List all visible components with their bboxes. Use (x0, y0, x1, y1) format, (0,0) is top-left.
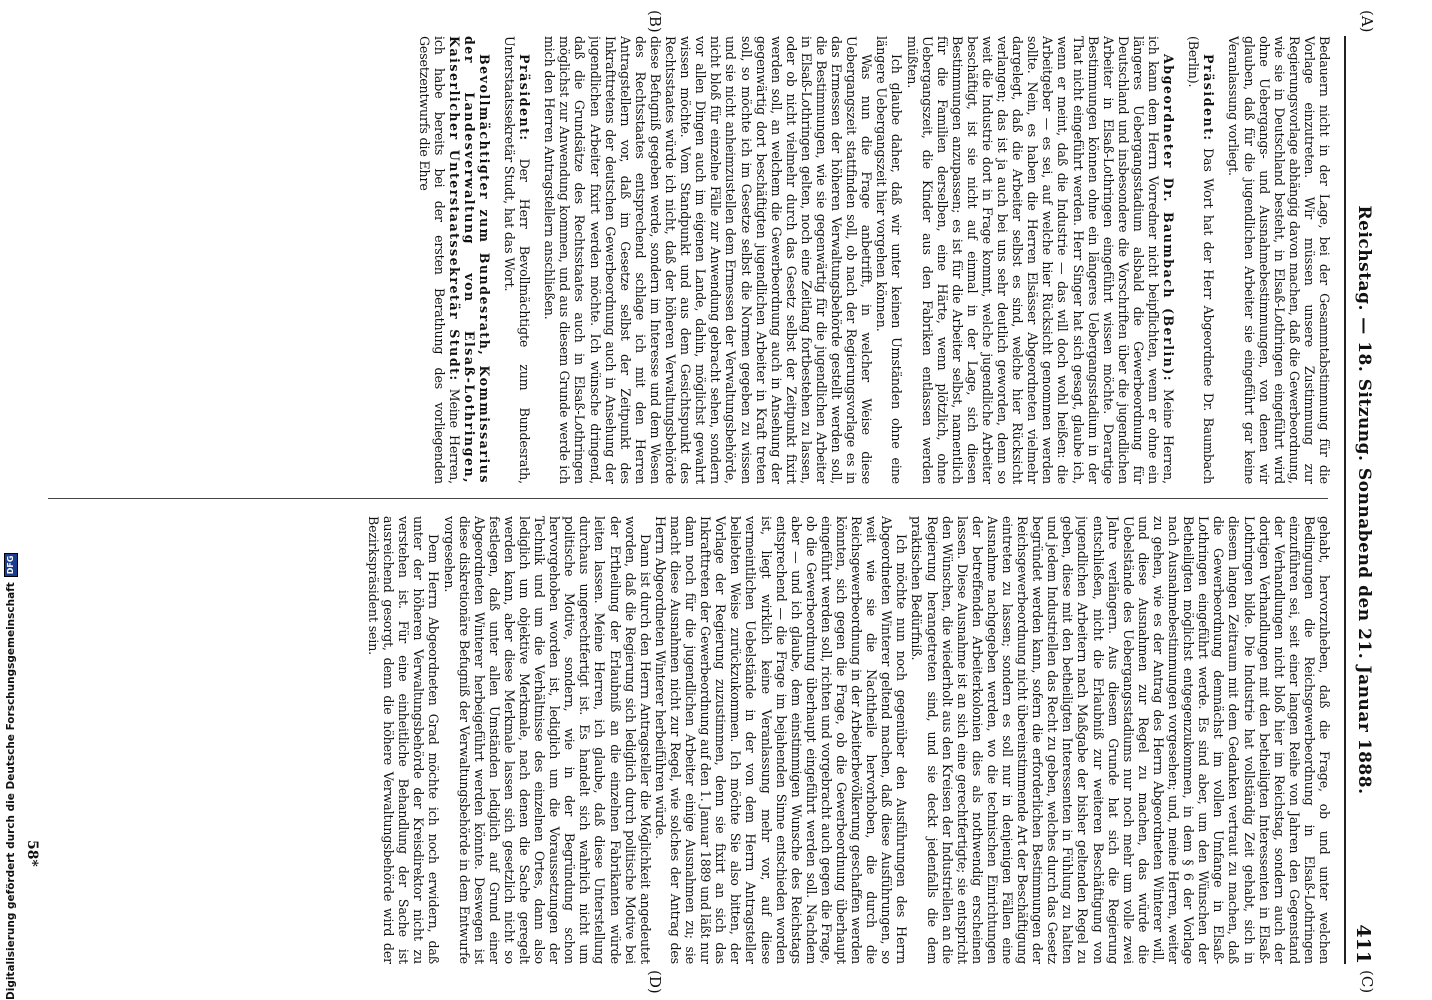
page-signature: 58* (24, 840, 40, 867)
dfg-logo-icon: DFG (4, 553, 18, 578)
left-text-column (42, 36, 1332, 484)
paragraph: Dem Herrn Abgeordneten Grad möchte ich noch erwidern, daß unter der höheren Verwaltungsbehörde der Kreisdirektor nicht zu verstehen ist. Für eine einheitliche Behandlung der Sache ist ausreichend gesorgt, denn die höhere Verwaltungsbehörde wird der Bezirkspräsident sein. (366, 516, 442, 964)
speaker-label: Präsident: (1201, 54, 1217, 142)
speaker-paragraph (417, 36, 492, 484)
speaker-text: Der Herr Bevollmächtigte zum Bundesrath, Unterstaatssekretär Studt, hat das Wort. (502, 36, 533, 484)
speaker-text: Das Wort hat der Herr Abgeordnete Dr. Baumbach (Berlin). (1186, 36, 1217, 484)
margin-marker-c: (C) (1358, 970, 1376, 994)
digitization-notice (3, 555, 19, 1000)
speaker-label: Abgeordneter Dr. Baumbach (Berlin): (1161, 54, 1177, 383)
paragraph: gehabt, hervorzuheben, daß die Frage, ob und unter welchen Bedingungen die Reichsgewerbeordnung in Elsaß-Lothringen einzuführen sei, seit einer langen Reihe von Jahren den Gegenstand der Verhandlungen nicht bloß hier im Reichstag, sondern auch der dortigen Verhandlungen mit den betheiligten Interessenten in Elsaß-Lothringen bilde. Die Industrie hat vollständig Zeit gehabt, sich in diesem langen Zeitraum mit dem Gedanken vertraut zu machen, daß die Gewerbeordnung demnächst im vollen Umfange in Elsaß-Lothringen eingeführt werde. Es sind aber, um den Wünschen der Betheiligten möglichst entgegenzukommen, in dem § 6 der Vorlage nach Ausnahmebestimmungen vorgesehen; und, meine Herren, weiter zu gehen, wie es der Antrag des Herrn Abgeordneten Winterer will, und diese Ausnahmen zur Regel zu machen, das würde die Uebelstände des Uebergangsstadiums nur noch mehr um volle zwei Jahre verlängern. Aus diesem Grunde hat sich die Regierung entschließen, nicht die Erlaubniß zur weiteren Beschäftigung von jugendlichen Arbeitern nach Maßgabe der bisher geltenden Regel zu geben, diese mit den betheiligten Interessenten in Fühlung zu halten und jedem Industriellen das Recht zu geben, welches durch das Gesetz begründet werden kann, sofern die erforderlichen Bestimmungen der Reichsgewerbeordnung nicht übereinstimmende Art der Beschäftigung eintreten zu lassen; sondern es soll nur in denjenigen Fällen eine Ausnahme nachgegeben werden, wo die technischen Einrichtungen der betreffenden Arbeiterkolonien dies als nothwendig erscheinen lassen. Diese Ausnahme ist an sich eine gerechtfertigte; sie entspricht den Wünschen, die wiederholt aus den Kreisen der Industriellen an die Regierung herangetreten sind, und sie deckt jedenfalls die dem praktischen Bedürfniß. (909, 516, 1332, 964)
speaker-text: Meine Herren, ich habe bereits bei der ersten Berathung des vorliegenden Gesetzentwurfs die Ehre (416, 36, 462, 484)
paragraph: Ich glaube daher, daß wir unter keinen Umständen ohne eine längere Uebergangszeit hier vorgehen können. (874, 36, 905, 484)
right-text-column (42, 516, 1332, 964)
speaker-label: Präsident: (517, 54, 533, 142)
speaker-text: Meine Herren, ich kann dem Herrn Vorredner nicht beipflichten, wenn er ohne ein längeres Uebergangsstadium alsbald die Gewerbeordnung für Deutschland und insbesondere die Vorschriften über die jugendlichen Arbeiter in Elsaß-Lothringen eingeführt wissen möchte. Derartige Bestimmungen können ohne ein längeres Uebergangsstadium in der That nicht eingeführt werden. Herr Singer hat sich gesagt, glaube ich, wenn er meint, daß die Industrie — das will doch wohl heißen: die Arbeitgeber — es sei, auf welche hier Rücksicht genommen werden sollte. Nein, es haben die Herren Elsässer Abgeordneten vielmehr dargelegt, daß die Arbeiter selbst es sind, welche hier Rücksicht verlangen; das ist ja auch bei uns sehr deutlich geworden, denn so weit die Industrie dort in Frage kommt, welche jugendliche Arbeiter beschäftigt, ist sie nicht auf einmal in der Lage, sich diesen Bestimmungen anzupassen; es ist für die Arbeiter selbst, namentlich für die Familien derselben, eine Härte, wenn plötzlich, ohne Uebergangszeit, die Kinder aus den Fabriken entlassen werden müßten. (904, 36, 1177, 484)
column-divider (48, 498, 1328, 499)
page-number: 411 (1352, 924, 1374, 964)
paragraph: Dann ist durch den Herrn Antragsteller die Möglichkeit angedeutet worden, daß die Regierung sich lediglich durch politische Motive bei der Ertheilung der Erlaubniß an die einzelnen Fabrikanten würde leiten lassen. Meine Herren, ich glaube, daß diese Unterstellung durchaus ungerechtfertigt ist. Es handelt sich wahrlich nicht um politische Motive, sondern, wie in der Begründung schon hervorgehoben worden ist, lediglich um die Voraussetzungen der Technik und um die Verhältnisse des einzelnen Ortes, dann also lediglich um objektive Merkmale, nach denen die Sache geregelt werden kann, aber diese Merkmale lassen sich gesetzlich nicht so festlegen, daß unter allen Umständen lediglich auf Grund einer Abgeordneten Winterer herbeigeführt werden könnte. Deswegen ist diese diskretionäre Befugniß der Verwaltungsbehörde in dem Entwurfe vorgesehen. (441, 516, 653, 964)
rotated-document-page (7, 0, 1392, 1000)
margin-marker-b: (B) (646, 10, 664, 33)
speaker-label: Bevollmächtigter zum Bundesrath, Kommissarius der Landesverwaltung von Elsaß-Lothringen, Kaiserlicher Unterstaatssekretär Studt: (446, 36, 493, 484)
speaker-paragraph (502, 36, 532, 484)
speaker-paragraph (1186, 36, 1216, 484)
page-header (1344, 36, 1380, 964)
speaker-paragraph (904, 36, 1176, 484)
margin-marker-d: (D) (646, 970, 664, 994)
margin-marker-a: (A) (1358, 10, 1376, 33)
paragraph: Ich möchte nun noch gegenüber den Ausführungen des Herrn Abgeordneten Winterer geltend machen, daß diese Ausführungen, so weit wie sie die Nachtheile hervorhoben, die durch die Reichsgewerbeordnung in der Arbeiterbevölkerung geschaffen werden könnten, sich gegen die Frage, ob die Gewerbeordnung überhaupt eingeführt werden soll, richten und vorgebracht auch gegen die Frage, ob die Gewerbeordnung überhaupt eingeführt werden soll. Nachdem aber — und ich glaube, dem einstimmigen Wunsche des Reichstags entsprechend — die Frage im bejahenden Sinne entschieden worden ist, liegt wirklich keine Veranlassung mehr vor, auf diese vermeintlichen Uebelstände in der von dem Herrn Antragsteller beliebten Weise zurückzukommen. Ich möchte Sie also bitten, der Vorlage der Regierung zuzustimmen, denn sie fixirt an sich das Inkrafttreten der Gewerbeordnung auf den 1. Januar 1889 und läßt nur dann noch für die jugendlichen Arbeiter einige Ausnahmen zu; sie macht diese Ausnahmen nicht zur Regel, wie solches der Antrag des Herrn Abgeordneten Winterer herbeiführen würde. (652, 516, 910, 964)
digitization-notice-text: Digitalisierung gefördert durch die Deutsche Forschungsgemeinschaft (5, 582, 17, 1000)
paragraph: Bedauern nicht in der Lage, bei der Gesammtabstimmung für die Vorlage einzutreten. Wir müssen unsere Zustimmung zur Regierungsvorlage abhängig davon machen, daß die Gewerbeordnung, wie sie in Deutschland besteht, in Elsaß-Lothringen eingeführt wird ohne Uebergangs- und Ausnahmebestimmungen, von denen wir glauben, daß für die jugendlichen Arbeiter sie eingeführt gar keine Veranlassung vorliegt. (1226, 36, 1332, 484)
paragraph: Was nun die Frage anbetrifft, in welcher Weise diese Uebergangszeit stattfinden soll, ob nach der Regierungsvorlage es in das Ermessen der höheren Verwaltungsbehörde gestellt werden soll, die Bestimmungen, wie sie gegenwärtig für die jugendlichen Arbeiter in Elsaß-Lothringen gelten, noch eine Zeitlang fortbestehen zu lassen, oder ob nicht vielmehr durch das Gesetz selbst der Zeitpunkt fixirt werden soll, an welchem die Gewerbeordnung auch in Ansehung der gegenwärtig dort beschäftigten jugendlichen Arbeiter in Kraft treten soll, so möchte ich im Gesetze selbst die Normen gegeben zu wissen und sie nicht anheimzustellen dem Ermessen der Verwaltungsbehörde, nicht bloß für einzelne Fälle zur Anwendung gebracht sehen, sondern vor allen Dingen auch im eigenen Lande, dahin, möglichst gewahrt wissen möchte. Vom Standpunkt und aus dem Gesichtspunkt des Rechtsstaates würde ich nicht, daß der höheren Verwaltungsbehörde diese Befugniß gegeben werde, sondern im Interesse und dem Wesen des Rechtsstaates entsprechend schlage ich mit den Herren Antragstellern vor, daß im Gesetze selbst der Zeitpunkt des Inkrafttretens der deutschen Gewerbeordnung auch in Ansehung der jugendlichen Arbeiter fixirt werden möchte. Ich wünsche dringend, daß die Grundsätze des Rechtsstaates auch in Elsaß-Lothringen möglichst zur Anwendung kommen, und aus diesem Grunde werde ich mich den Herren Antragstellern anschließen. (542, 36, 875, 484)
page-header-title: Reichstag. — 18. Sitzung. Sonnabend den 21. Januar 1888. (1354, 205, 1374, 795)
